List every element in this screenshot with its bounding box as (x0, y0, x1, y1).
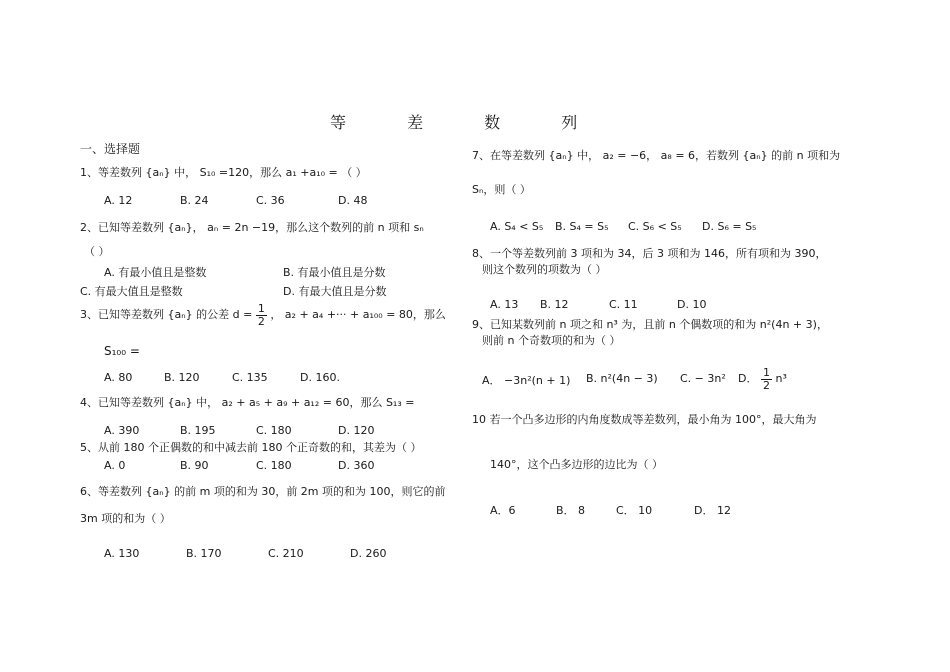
question-10-option-b: B． 8 (556, 504, 586, 517)
question-5-option-a: A. 0 (104, 459, 126, 472)
question-3-option-b: B. 120 (164, 371, 200, 384)
question-4-option-b: B. 195 (180, 424, 216, 437)
question-8-option-d: D. 10 (677, 298, 707, 311)
question-3-option-c: C. 135 (232, 371, 268, 384)
question-4-option-d: D. 120 (338, 424, 375, 437)
question-10-stem2: 140°，这个凸多边形的边比为（ ） (490, 458, 663, 471)
question-9-d-frac-num: 1 (762, 365, 770, 379)
page-title: 等 差 数 列 (330, 113, 606, 132)
question-7-stem2: Sₙ，则（ ） (472, 183, 531, 196)
question-5-option-d: D. 360 (338, 459, 375, 472)
question-1-option-b: B. 24 (180, 194, 209, 207)
question-2-paren: （ ） (84, 245, 110, 258)
question-9-d-frac-den: 2 (762, 378, 770, 392)
question-4-stem: 4、已知等差数列 {aₙ} 中， a₂ + a₅ + a₉ + a₁₂ = 60，那么 S₁₃ = (80, 396, 415, 409)
question-5-stem: 5、从前 180 个正偶数的和中减去前 180 个正奇数的和，其差为（ ） (80, 441, 422, 454)
question-10-option-a: A．6 (490, 504, 516, 517)
question-3-stem-b: ， a₂ + a₄ +··· + a₁₀₀ = 80，那么 (270, 308, 446, 321)
question-9-stem2: 则前 n 个奇数项的和为（ ） (482, 334, 621, 347)
section-heading: 一、选择题 (80, 142, 141, 156)
question-3-fraction (256, 303, 267, 328)
question-7-option-c: C. S₆ < S₅ (628, 220, 682, 233)
question-10-option-d: D． 12 (694, 504, 731, 517)
question-9-option-d-fraction (761, 367, 772, 392)
question-7-option-b: B. S₄ = S₅ (555, 220, 609, 233)
question-3-frac-num: 1 (257, 301, 265, 315)
question-3-option-d: D. 160. (300, 371, 340, 384)
question-9-option-d-label: D． (738, 372, 758, 385)
question-8-option-b: B. 12 (540, 298, 569, 311)
question-8-option-a: A. 13 (490, 298, 519, 311)
question-8-option-c: C. 11 (609, 298, 638, 311)
question-3-frac-den: 2 (257, 314, 265, 328)
question-5-option-c: C. 180 (256, 459, 292, 472)
question-6-option-b: B. 170 (186, 547, 222, 560)
question-3-option-a: A. 80 (104, 371, 133, 384)
question-8-stem2: 则这个数列的项数为（ ） (482, 263, 607, 276)
question-7-option-d: D. S₆ = S₅ (702, 220, 757, 233)
question-2-option-c: C. 有最大值且是整数 (80, 285, 183, 298)
question-6-option-a: A. 130 (104, 547, 140, 560)
question-9-option-d-tail: n³ (775, 372, 787, 385)
question-1-option-d: D. 48 (338, 194, 368, 207)
question-4-option-a: A. 390 (104, 424, 140, 437)
question-9-option-c: C. − 3n² (680, 372, 726, 385)
question-10-stem: 10 若一个凸多边形的内角度数成等差数列，最小角为 100°，最大角为 (472, 413, 817, 426)
question-2-option-d: D. 有最大值且是分数 (283, 285, 387, 298)
question-9-option-b: B. n²(4n − 3) (586, 372, 658, 385)
question-1-option-c: C. 36 (256, 194, 285, 207)
question-9-option-d (738, 366, 787, 392)
question-9-option-a: A． −3n²(n + 1) (482, 374, 571, 387)
question-4-option-c: C. 180 (256, 424, 292, 437)
question-2-option-b: B. 有最小值且是分数 (283, 266, 386, 279)
question-6-stem: 6、等差数列 {aₙ} 的前 m 项的和为 30，前 2m 项的和为 100，则它的前 (80, 485, 446, 498)
question-8-stem: 8、一个等差数列前 3 项和为 34，后 3 项和为 146，所有项和为 390， (472, 247, 827, 260)
question-2-stem: 2、已知等差数列 {aₙ}， aₙ = 2n −19，那么这个数列的前 n 项和 sₙ (80, 221, 424, 234)
question-6-stem2: 3m 项的和为（ ） (80, 512, 171, 525)
question-1-stem: 1、等差数列 {aₙ} 中， S₁₀ =120，那么 a₁ +a₁₀ = （ ） (80, 166, 367, 179)
question-3-stem (80, 302, 446, 328)
question-6-option-d: D. 260 (350, 547, 387, 560)
question-2-option-a: A. 有最小值且是整数 (104, 266, 207, 279)
question-3-stem-a: 3、已知等差数列 {aₙ} 的公差 d = (80, 308, 253, 321)
question-6-option-c: C. 210 (268, 547, 304, 560)
question-7-option-a: A. S₄ < S₅ (490, 220, 544, 233)
question-3-stem2: S₁₀₀ = (104, 344, 140, 358)
question-9-stem: 9、已知某数列前 n 项之和 n³ 为，且前 n 个偶数项的和为 n²(4n + 3)， (472, 318, 828, 331)
question-7-stem: 7、在等差数列 {aₙ} 中， a₂ = −6， a₈ = 6，若数列 {aₙ} 的前 n 项和为 (472, 149, 841, 162)
question-10-option-c: C． 10 (616, 504, 653, 517)
question-1-option-a: A. 12 (104, 194, 133, 207)
question-5-option-b: B. 90 (180, 459, 209, 472)
